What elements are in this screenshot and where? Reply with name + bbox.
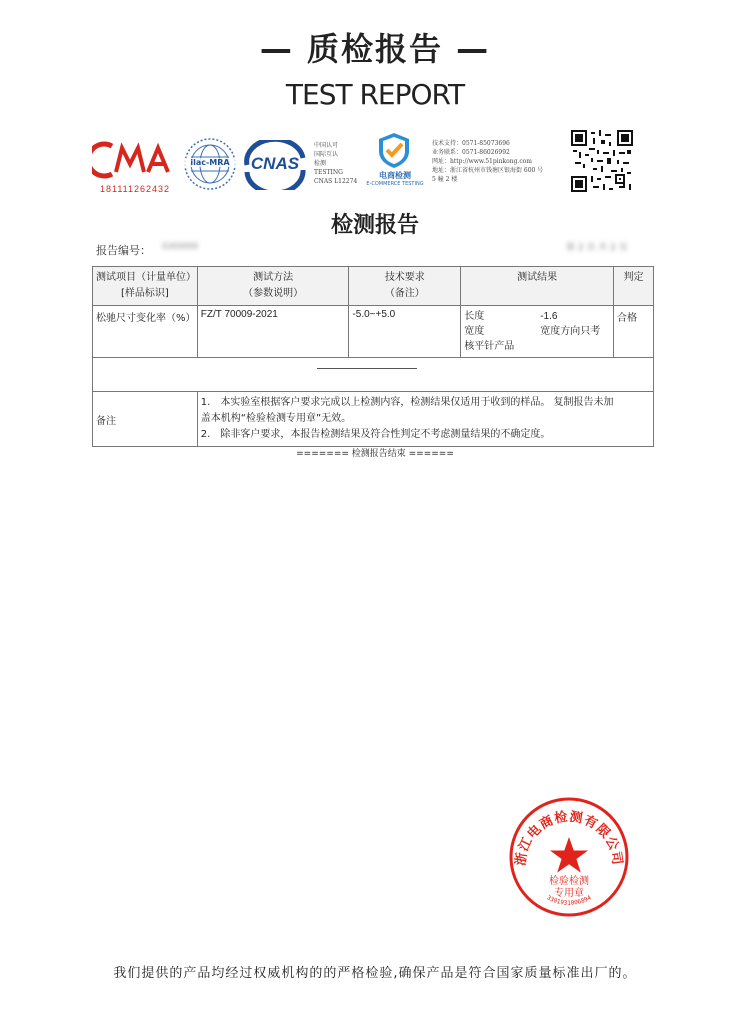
page-title-en: TEST REPORT	[285, 78, 465, 111]
ilac-logo	[183, 137, 237, 191]
result-value: -1.6	[540, 311, 558, 322]
remark-line: 1. 本实验室根据客户要求完成以上检测内容，检测结果仅适用于收到的样品。 复制报告未加	[200, 397, 614, 408]
cell-method: FZ/T 70009-2021	[197, 306, 349, 358]
table-blank-row	[93, 358, 654, 392]
cma-logo-icon	[92, 140, 178, 180]
footer-statement: 我们提供的产品均经过权威机构的的严格检验,确保产品是符合国家质量标准出厂的。	[113, 966, 637, 981]
report-title: 检测报告	[330, 213, 419, 238]
contact-line: 地址：浙江省杭州市钱塘区银海街 600 号	[432, 167, 544, 174]
report-number-value: GX0000	[162, 242, 199, 252]
page-title-cn: — 质检报告 —	[259, 30, 491, 68]
table-header-row	[93, 267, 654, 306]
header-line: 测试结果	[517, 272, 558, 283]
ecommerce-logo	[362, 131, 428, 191]
cell-verdict: 合格	[614, 306, 654, 358]
remark-row	[93, 392, 654, 447]
shield-check-icon	[376, 131, 412, 169]
contact-info	[432, 139, 562, 184]
header-line: [样品标识]	[120, 288, 169, 299]
stamp-purpose-1: 检验检测	[549, 876, 589, 887]
remark-line: 2. 除非客户要求，本报告检测结果及符合性判定不考虑测量结果的不确定度。	[200, 429, 551, 440]
contact-line: 5 幢 2 楼	[432, 176, 458, 183]
header-line: 技术要求	[384, 272, 425, 283]
page-info: 第 2 页 共 2 页	[566, 243, 628, 253]
header-cell-requirement	[349, 267, 461, 306]
contact-line: 技术支持：0571-85073696	[432, 140, 510, 147]
official-stamp	[507, 795, 631, 919]
cma-number: 181111262432	[99, 184, 171, 194]
header-cell-result	[461, 267, 614, 306]
cert-line: 中国认可	[314, 142, 339, 149]
result-label: 长度	[464, 311, 485, 322]
header-line: 判定	[623, 272, 644, 283]
header-cell-method	[197, 267, 349, 306]
cell-item: 松驰尺寸变化率（%）	[93, 306, 198, 358]
cell-requirement: -5.0~+5.0	[349, 306, 461, 358]
result-line	[464, 324, 610, 339]
result-note: 核平针产品	[464, 341, 515, 352]
result-line	[464, 309, 610, 324]
header-line: （参数说明）	[243, 288, 304, 299]
table-row	[93, 306, 654, 358]
ilac-text: ilac-MRA	[183, 158, 237, 167]
header-cell-item	[93, 267, 198, 306]
cert-line: TESTING	[314, 169, 343, 176]
stamp-seal-icon	[507, 795, 631, 919]
report-table	[92, 266, 654, 447]
result-value: 宽度方向只考	[540, 326, 601, 337]
result-label: 宽度	[464, 326, 485, 337]
cnas-text: CNAS	[250, 154, 300, 173]
stamp-org-text: 浙江电商检测有限公司	[513, 809, 625, 867]
ecommerce-cn: 电商检测	[379, 171, 411, 180]
cert-line: 国际互认	[314, 151, 339, 158]
cert-info	[314, 141, 364, 186]
star-icon	[550, 837, 588, 873]
qr-code-graphic	[571, 130, 633, 192]
qr-code-icon	[571, 130, 633, 192]
header-line: 测试方法	[253, 272, 294, 283]
cell-result	[461, 306, 614, 358]
stamp-serial: 3301931006894	[545, 894, 593, 907]
remark-content	[197, 392, 653, 447]
report-end-marker: ======= 检测报告结束 ======	[296, 449, 454, 459]
header-line: 测试项目（计量单位）	[96, 272, 196, 283]
remark-label: 备注	[93, 392, 198, 447]
header-cell-verdict	[614, 267, 654, 306]
ecommerce-en: E-COMMERCE TESTING	[366, 181, 424, 187]
cert-line: CNAS L12274	[314, 178, 358, 185]
cma-logo	[92, 140, 178, 192]
contact-line: 网址：http://www.51pinkong.com	[432, 158, 532, 165]
cnas-logo	[241, 140, 309, 190]
header-line: （备注）	[384, 288, 425, 299]
blank-cell	[93, 358, 654, 392]
report-number-label: 报告编号：	[96, 244, 151, 257]
remark-line: 盖本机构“检验检测专用章”无效。	[200, 413, 352, 424]
contact-line: 业务联系：0571-86026992	[432, 149, 510, 156]
stamp-purpose-2: 专用章	[554, 888, 584, 899]
cert-line: 检测	[314, 160, 327, 167]
divider	[317, 368, 417, 369]
